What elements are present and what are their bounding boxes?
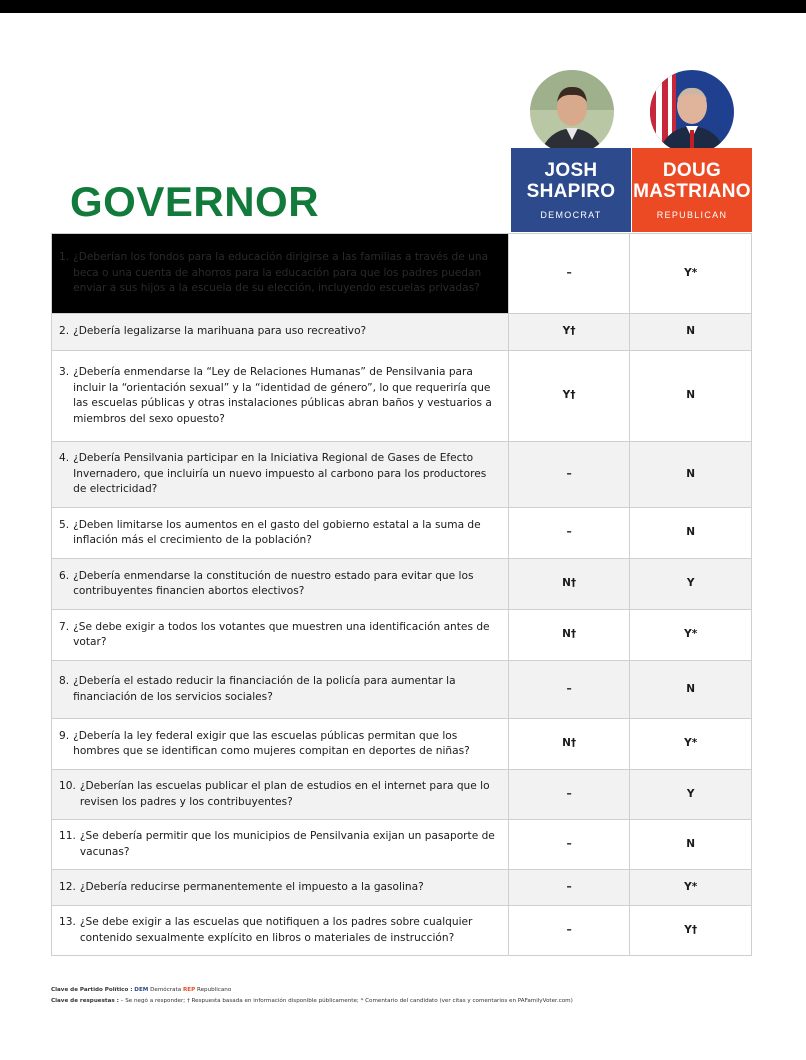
answer-shapiro: Y†	[508, 314, 630, 351]
question-row	[52, 508, 752, 559]
question-number: 10.	[59, 780, 76, 792]
question-text: ¿Debería legalizarse la marihuana para uso recreativo?	[73, 325, 367, 338]
question-number: 1.	[59, 251, 70, 264]
question-row	[52, 719, 752, 770]
question-number: 4.	[59, 452, 70, 465]
answer-key	[51, 996, 752, 1007]
question-number: 8.	[59, 675, 70, 687]
answer-shapiro: N†	[508, 610, 630, 661]
answer-mastriano: N	[630, 820, 752, 870]
party-r-label: Republicano	[196, 987, 232, 993]
answer-shapiro: –	[508, 820, 630, 870]
question-text: ¿Se debería permitir que los municipios de Pensilvania exijan un pasaporte de vacunas?	[79, 830, 495, 858]
question-number: 3.	[59, 366, 70, 378]
question-row	[52, 559, 752, 610]
party-key-label: Clave de Partido Político :	[51, 987, 133, 993]
question-number: 2.	[59, 325, 70, 338]
answer-shapiro: –	[508, 661, 630, 719]
answer-key-label: Clave de respuestas :	[51, 998, 119, 1004]
question-text: ¿Debería enmendarse la constitución de nuestro estado para evitar que los contribuyentes financien abortos electivos?	[73, 569, 474, 597]
question-number: 13.	[59, 916, 76, 928]
answer-mastriano: Y*	[630, 719, 752, 770]
party-r-code: REP	[182, 987, 196, 993]
candidate-party: DEMOCRAT	[540, 210, 602, 220]
question-cell	[52, 661, 509, 719]
answer-mastriano: N	[630, 442, 752, 508]
question-number: 7.	[59, 620, 70, 633]
answer-mastriano: Y*	[630, 870, 752, 906]
question-cell	[52, 508, 509, 559]
question-row	[52, 314, 752, 351]
answer-shapiro: –	[508, 770, 630, 820]
question-cell	[52, 719, 509, 770]
question-cell	[52, 870, 509, 906]
question-row	[52, 351, 752, 442]
answer-shapiro: –	[508, 234, 630, 314]
top-bar	[0, 0, 806, 13]
question-cell	[52, 820, 509, 870]
party-d-code: DEM	[134, 987, 149, 993]
question-text: ¿Debería el estado reducir la financiación de la policía para aumentar la financiación de los servicios sociales?	[73, 675, 456, 703]
candidate-party: REPUBLICAN	[656, 210, 728, 220]
footer-legend	[51, 985, 752, 1007]
question-number: 9.	[59, 729, 70, 742]
question-cell	[52, 559, 509, 610]
answer-mastriano: Y*	[630, 610, 752, 661]
question-number: 6.	[59, 569, 70, 582]
candidate-first-name: DOUG	[662, 160, 722, 181]
question-number: 12.	[59, 880, 76, 893]
answer-mastriano: Y*	[630, 234, 752, 314]
answer-mastriano: N	[630, 314, 752, 351]
question-text: ¿Debería la ley federal exigir que las escuelas públicas permitan que los hombres que se identifican como mujeres compitan en deportes de niñas?	[73, 729, 470, 757]
question-text: ¿Deberían los fondos para la educación dirigirse a las familias a través de una beca o una cuenta de ahorros para la educación para que los padres puedan enviar a sus hijos a la escuela de su elección, incluyendo escuelas privadas?	[73, 251, 489, 295]
question-cell	[52, 314, 509, 351]
question-row	[52, 234, 752, 314]
candidate-photo-shapiro	[530, 70, 614, 154]
answer-shapiro: N†	[508, 719, 630, 770]
answer-mastriano: N	[630, 661, 752, 719]
candidate-first-name: JOSH	[544, 160, 598, 181]
question-text: ¿Debería reducirse permanentemente el impuesto a la gasolina?	[79, 880, 424, 893]
question-row	[52, 610, 752, 661]
question-text: ¿Debería Pensilvania participar en la Iniciativa Regional de Gases de Efecto Invernadero, que incluiría un nuevo impuesto al carbono para los productores de electricidad?	[73, 452, 487, 496]
answer-shapiro: –	[508, 442, 630, 508]
question-row	[52, 820, 752, 870]
candidate-photo-mastriano	[650, 70, 734, 154]
question-row	[52, 442, 752, 508]
question-row	[52, 661, 752, 719]
question-row	[52, 870, 752, 906]
answer-key-text: – Se negó a responder; † Respuesta basada en información disponible públicamente; * Comentario del candidato (ver citas y comentarios en PAFamilyVoter.com)	[120, 998, 573, 1004]
answer-mastriano: N	[630, 351, 752, 442]
answer-shapiro: N†	[508, 559, 630, 610]
question-number: 11.	[59, 830, 76, 842]
candidate-header-mastriano	[632, 148, 752, 232]
question-text: ¿Se debe exigir a todos los votantes que muestren una identificación antes de votar?	[73, 620, 490, 648]
candidate-last-name: MASTRIANO	[633, 181, 751, 202]
answer-shapiro: –	[508, 906, 630, 956]
answer-mastriano: Y	[630, 770, 752, 820]
party-d-label: Demócrata	[150, 987, 182, 993]
question-text: ¿Deben limitarse los aumentos en el gasto del gobierno estatal a la suma de inflación más el crecimiento de la población?	[73, 518, 481, 546]
question-text: ¿Deberían las escuelas publicar el plan de estudios en el internet para que lo revisen los padres y los contribuyentes?	[79, 780, 490, 808]
page-title: GOVERNOR	[70, 178, 320, 225]
question-cell	[52, 234, 509, 314]
question-row	[52, 906, 752, 956]
questions-table	[51, 233, 752, 956]
answer-mastriano: N	[630, 508, 752, 559]
candidate-last-name: SHAPIRO	[526, 181, 616, 202]
question-cell	[52, 351, 509, 442]
candidate-header-shapiro	[511, 148, 631, 232]
question-cell	[52, 906, 509, 956]
answer-mastriano: Y†	[630, 906, 752, 956]
question-row	[52, 770, 752, 820]
answer-mastriano: Y	[630, 559, 752, 610]
answer-shapiro: Y†	[508, 351, 630, 442]
answer-shapiro: –	[508, 508, 630, 559]
question-text: ¿Debería enmendarse la “Ley de Relaciones Humanas” de Pensilvania para incluir la “orientación sexual” y la “identidad de género”, lo que requeriría que las escuelas públicas y otras instalaciones públicas abran baños y vestuarios a miembros del sexo opuesto?	[73, 366, 492, 425]
party-key	[51, 985, 752, 996]
question-cell	[52, 610, 509, 661]
question-text: ¿Se debe exigir a las escuelas que notifiquen a los padres sobre cualquier contenido sexualmente explícito en libros o materiales de instrucción?	[79, 916, 473, 944]
question-number: 5.	[59, 518, 70, 531]
question-cell	[52, 442, 509, 508]
question-cell	[52, 770, 509, 820]
answer-shapiro: –	[508, 870, 630, 906]
